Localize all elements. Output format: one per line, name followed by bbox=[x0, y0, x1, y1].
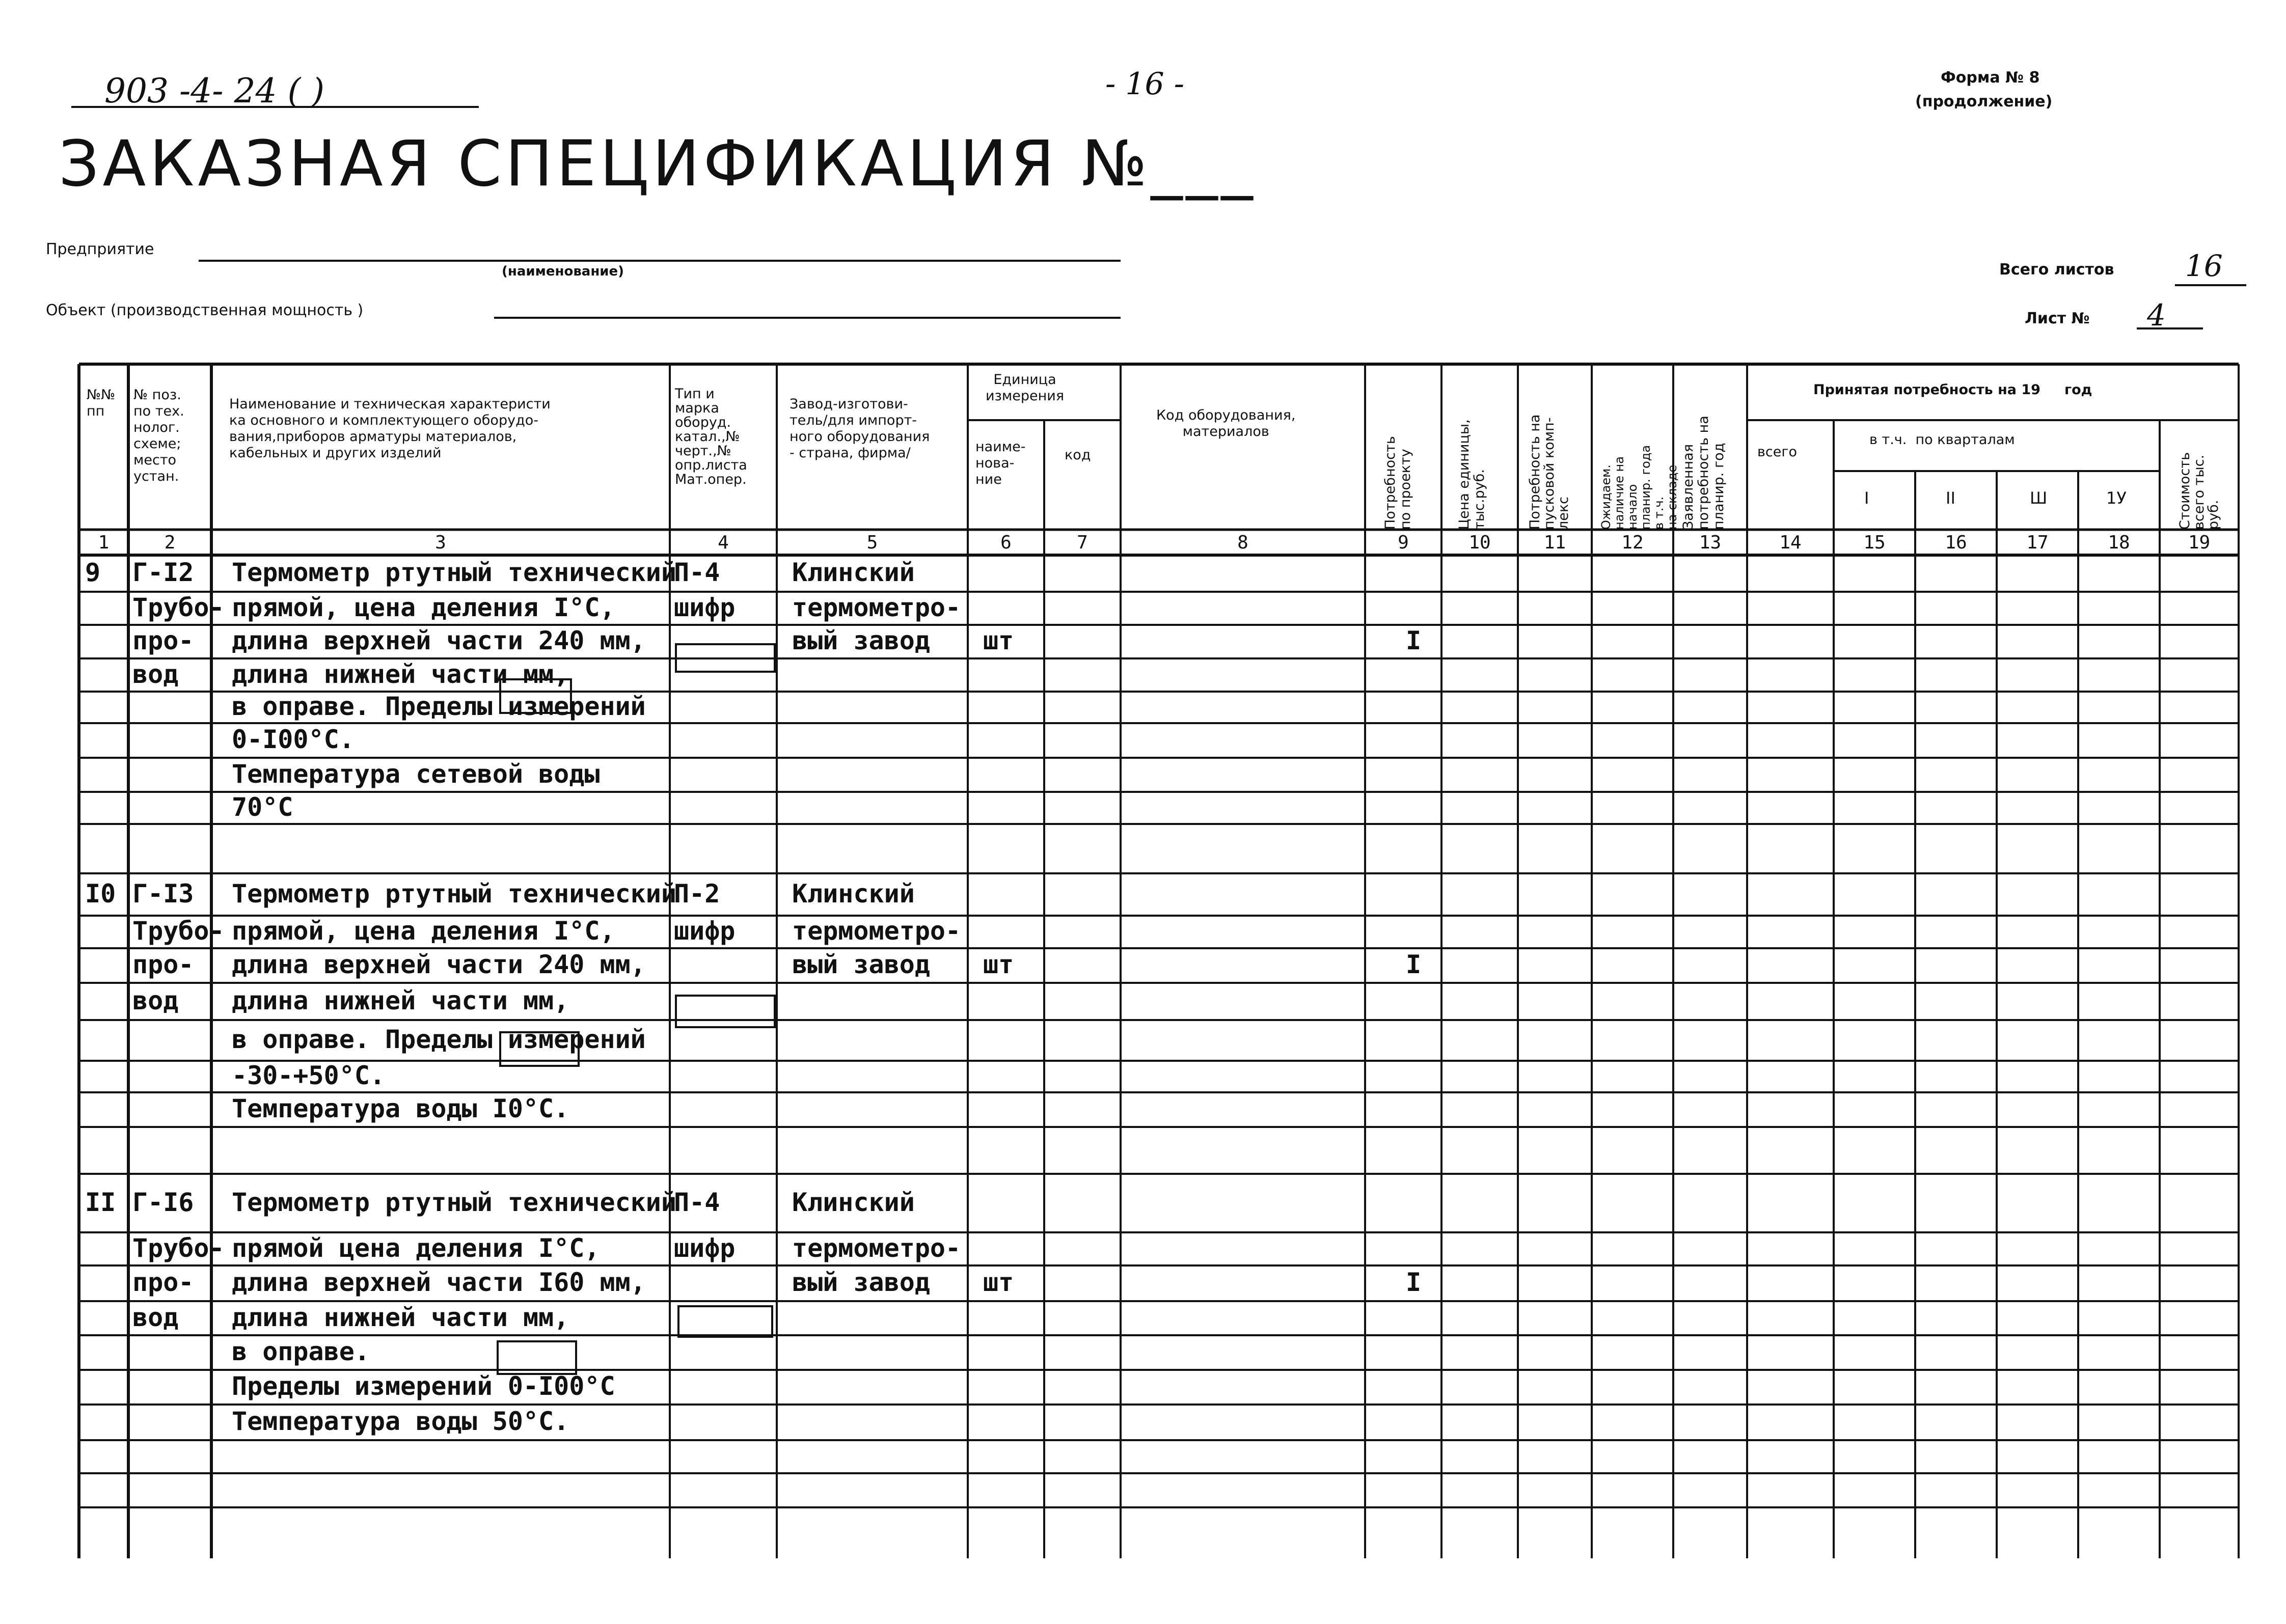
column-number: 19 bbox=[2188, 532, 2211, 553]
table-cell: Температура воды 50°С. bbox=[232, 1407, 569, 1436]
table-cell: в оправе. bbox=[232, 1337, 370, 1366]
table-cell: про- bbox=[132, 950, 194, 979]
col-header-unit-name: наиме- нова- ние bbox=[975, 439, 1026, 487]
column-number: 11 bbox=[1543, 532, 1566, 553]
table-cell: Клинский bbox=[792, 1187, 915, 1217]
type-code-box bbox=[675, 995, 776, 1028]
column-number: 8 bbox=[1237, 532, 1248, 553]
column-number: 1 bbox=[98, 532, 110, 553]
table-cell: Клинский bbox=[792, 878, 915, 909]
col-header-expected-stock: Ожидаем. наличие на начало планир. года в т.ч. на складе bbox=[1599, 445, 1679, 530]
col-header-need-project: Потребность по проекту bbox=[1382, 436, 1413, 530]
col-header-q4: 1У bbox=[2106, 488, 2127, 508]
table-cell: длина нижней части мм, bbox=[232, 659, 569, 689]
table-cell: термометро- bbox=[792, 1233, 961, 1263]
column-number: 6 bbox=[1000, 532, 1012, 553]
form-note: (продолжение) bbox=[1915, 93, 2053, 111]
col-header-type: Тип и марка оборуд. катал.,№ черт.,№ опр.листа Мат.опер. bbox=[675, 386, 747, 487]
table-cell: в оправе. Пределы измерений bbox=[232, 692, 646, 721]
sheet-label: Лист № bbox=[2025, 310, 2090, 327]
table-cell: прямой цена деления I°С, bbox=[232, 1233, 600, 1263]
table-cell: Трубо- bbox=[132, 592, 225, 622]
table-cell: II bbox=[85, 1187, 116, 1217]
table-cell: длина нижней части мм, bbox=[232, 1302, 569, 1332]
col-header-total: всего bbox=[1757, 444, 1798, 460]
col-header-quarters-group: в т.ч. по кварталам bbox=[1869, 432, 2015, 448]
col-header-unit-price: Цена единицы, тыс.руб. bbox=[1456, 419, 1487, 530]
form-title: ЗАКАЗНАЯ СПЕЦИФИКАЦИЯ №___ bbox=[59, 127, 1257, 201]
form-label: Форма № 8 bbox=[1941, 69, 2040, 87]
table-cell: Температура сетевой воды bbox=[232, 759, 600, 789]
column-number: 13 bbox=[1699, 532, 1722, 553]
column-number: 18 bbox=[2108, 532, 2130, 553]
table-cell: вод bbox=[132, 985, 179, 1015]
lower-length-box bbox=[497, 1340, 577, 1375]
col-header-startup-need: Потребность на пусковой комп- лекс bbox=[1527, 414, 1571, 530]
type-code-box bbox=[675, 643, 776, 673]
table-cell: Клинский bbox=[792, 558, 915, 587]
column-number: 3 bbox=[435, 532, 446, 553]
total-sheets-value: 16 bbox=[2185, 249, 2223, 283]
column-number: 14 bbox=[1779, 532, 1802, 553]
col-header-manufacturer: Завод-изготови- тель/для импорт- ного оборудования - страна, фирма/ bbox=[790, 396, 930, 461]
table-cell: прямой, цена деления I°С, bbox=[232, 916, 615, 946]
table-cell: длина верхней части 240 мм, bbox=[232, 626, 646, 655]
table-cell: Термометр ртутный технический bbox=[232, 558, 676, 587]
table-cell: Температура воды I0°С. bbox=[232, 1094, 569, 1123]
table-cell: про- bbox=[132, 1268, 194, 1297]
table-cell: 9 bbox=[85, 558, 101, 587]
page-number: - 16 - bbox=[1105, 66, 1185, 102]
column-number: 17 bbox=[2026, 532, 2049, 553]
table-cell: длина верхней части I60 мм, bbox=[232, 1268, 646, 1297]
table-cell: П-4 bbox=[674, 1187, 720, 1217]
table-cell: Г-I2 bbox=[132, 558, 194, 587]
column-number: 10 bbox=[1468, 532, 1491, 553]
table-cell: П-4 bbox=[674, 558, 720, 587]
table-cell: 0-I00°С. bbox=[232, 725, 355, 754]
col-header-equipment-code: Код оборудования, материалов bbox=[1156, 407, 1296, 439]
column-number: 15 bbox=[1863, 532, 1886, 553]
table-cell: длина нижней части мм, bbox=[232, 985, 569, 1015]
col-header-row-number: №№ пп bbox=[87, 387, 116, 419]
table-cell: П-2 bbox=[674, 878, 720, 909]
table-cell: Трубо- bbox=[132, 916, 225, 946]
sheet-value: 4 bbox=[2147, 298, 2166, 333]
column-number: 5 bbox=[866, 532, 878, 553]
table-cell: шт bbox=[983, 1268, 1014, 1297]
table-cell: I bbox=[1406, 1268, 1422, 1297]
col-header-accepted-group: Принятая потребность на 19 год bbox=[1813, 382, 2092, 398]
column-number: 7 bbox=[1077, 532, 1088, 553]
table-cell: Г-I6 bbox=[132, 1187, 194, 1217]
table-cell: I bbox=[1406, 950, 1422, 979]
col-header-cost: Стоимость всего тыс. руб. bbox=[2177, 452, 2221, 530]
table-cell: шт bbox=[983, 950, 1014, 979]
table-cell: про- bbox=[132, 626, 194, 655]
table-cell: шифр bbox=[674, 916, 736, 946]
column-number: 16 bbox=[1945, 532, 1967, 553]
table-cell: 70°С bbox=[232, 792, 293, 822]
table-cell: I0 bbox=[85, 878, 116, 909]
table-cell: -30-+50°С. bbox=[232, 1061, 386, 1090]
col-header-position: № поз. по тех. нолог. схеме; место устан. bbox=[133, 387, 184, 484]
table-cell: вод bbox=[132, 659, 179, 689]
name-caption: (наименование) bbox=[502, 264, 624, 279]
table-cell: вод bbox=[132, 1302, 179, 1332]
col-header-q3: Ш bbox=[2030, 488, 2048, 508]
table-cell: Термометр ртутный технический bbox=[232, 878, 676, 909]
column-number: 9 bbox=[1398, 532, 1409, 553]
enterprise-label: Предприятие bbox=[46, 240, 154, 258]
table-cell: Пределы измерений 0-I00°С bbox=[232, 1371, 615, 1401]
column-number: 12 bbox=[1621, 532, 1644, 553]
table-cell: прямой, цена деления I°С, bbox=[232, 592, 615, 622]
table-cell: в оправе. Пределы измерений bbox=[232, 1025, 646, 1054]
table-cell: вый завод bbox=[792, 1268, 930, 1297]
table-cell: шифр bbox=[674, 1233, 736, 1263]
object-label: Объект (производственная мощность ) bbox=[46, 301, 364, 319]
type-code-box bbox=[677, 1305, 773, 1338]
col-header-declared-need: Заявленная потребность на планир. год bbox=[1680, 416, 1727, 530]
table-cell: I bbox=[1406, 626, 1422, 655]
table-cell: Г-I3 bbox=[132, 878, 194, 909]
col-header-q2: II bbox=[1946, 488, 1955, 508]
table-cell: термометро- bbox=[792, 916, 961, 946]
col-header-unit-group: Единица измерения bbox=[986, 372, 1065, 404]
total-sheets-label: Всего листов bbox=[1999, 261, 2114, 279]
table-cell: вый завод bbox=[792, 626, 930, 655]
table-cell: шифр bbox=[674, 592, 736, 622]
col-header-q1: I bbox=[1864, 488, 1869, 508]
table-cell: Трубо- bbox=[132, 1233, 225, 1263]
table-cell: шт bbox=[983, 626, 1014, 655]
table-cell: длина верхней части 240 мм, bbox=[232, 950, 646, 979]
col-header-name: Наименование и техническая характеристи ка основного и комплектующего оборудо- вания,приборов арматуры материалов, кабельных и других изделий bbox=[229, 396, 551, 461]
column-number: 2 bbox=[164, 532, 176, 553]
table-cell: Термометр ртутный технический bbox=[232, 1187, 676, 1217]
lower-length-box bbox=[499, 1031, 580, 1067]
document-code: 903 -4- 24 ( ) bbox=[104, 71, 324, 111]
lower-length-box bbox=[499, 678, 572, 714]
table-cell: термометро- bbox=[792, 592, 961, 622]
table-cell: вый завод bbox=[792, 950, 930, 979]
col-header-unit-code: код bbox=[1065, 447, 1091, 463]
column-number: 4 bbox=[718, 532, 729, 553]
